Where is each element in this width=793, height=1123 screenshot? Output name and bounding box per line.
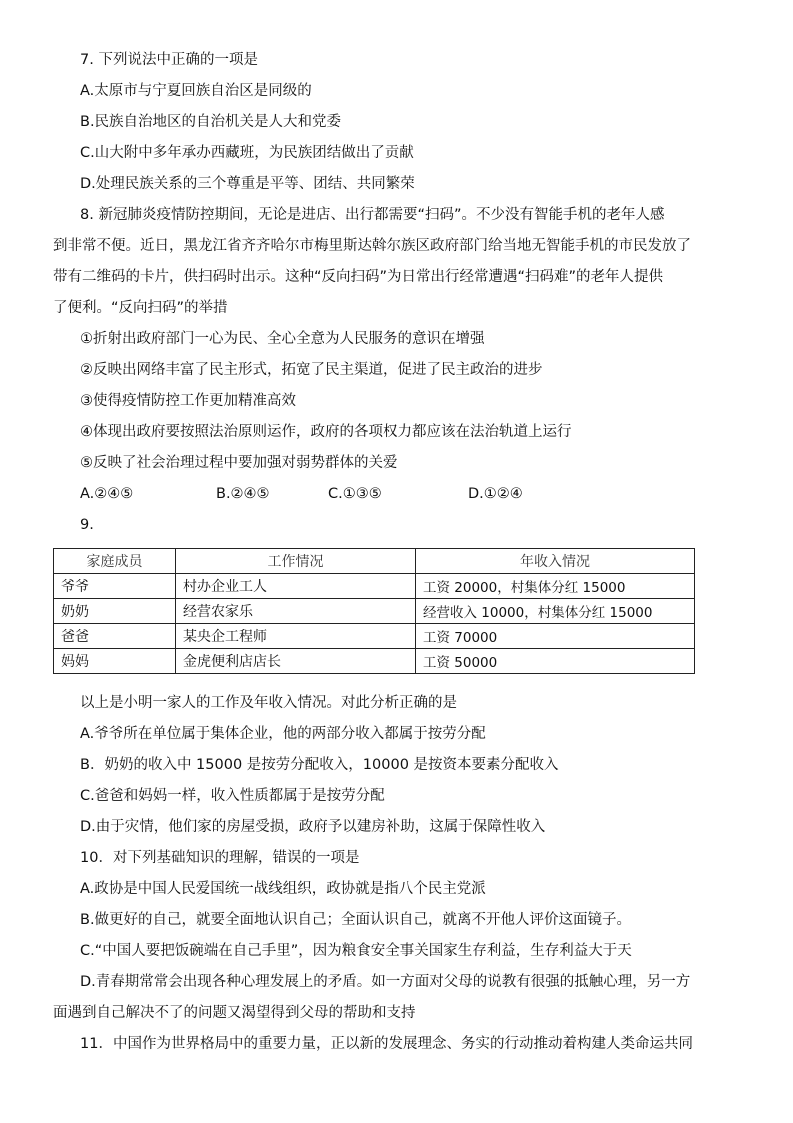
q10-option-b: B.做更好的自己，就要全面地认识自己；全面认识自己，就离不开他人评价这面镜子。 [80,912,632,928]
cell-income: 工资 70000 [416,624,695,649]
table-row [54,574,695,599]
q7-option-c: C.山大附中多年承办西藏班，为民族团结做出了贡献 [80,145,414,161]
cell-income: 工资 20000，村集体分红 15000 [416,574,695,599]
q9-number: 9. [80,517,94,533]
q8-stem-line-2: 到非常不便。近日，黑龙江省齐齐哈尔市梅里斯达斡尔族区政府部门给当地无智能手机的市民发放了 [53,238,691,254]
q10-option-d-line-1: D.青春期常常会出现各种心理发展上的矛盾。如一方面对父母的说教有很强的抵触心理，另一方 [80,974,691,990]
header-member: 家庭成员 [54,549,176,574]
table-row [54,649,695,674]
q10-option-c: C.“中国人要把饭碗端在自己手里”，因为粮食安全事关国家生存利益，生存利益大于天 [80,943,632,959]
cell-member: 爸爸 [54,624,176,649]
q8-statement-5: ⑤反映了社会治理过程中要加强对弱势群体的关爱 [80,455,398,471]
q11-stem: 11．中国作为世界格局中的重要力量，正以新的发展理念、务实的行动推动着构建人类命运共同 [80,1036,693,1052]
table-row [54,599,695,624]
q8-stem-line-1: 8. 新冠肺炎疫情防控期间，无论是进店、出行都需要“扫码”。不少没有智能手机的老年人感 [80,207,665,223]
q9-option-a: A.爷爷所在单位属于集体企业，他的两部分收入都属于按劳分配 [80,726,486,742]
q8-stem-line-4: 了便利。“反向扫码”的举措 [53,300,228,316]
q9-option-d: D.由于灾情，他们家的房屋受损，政府予以建房补助，这属于保障性收入 [80,819,546,835]
q8-statement-3: ③使得疫情防控工作更加精准高效 [80,393,296,409]
q9-stem: 以上是小明一家人的工作及年收入情况。对此分析正确的是 [80,695,457,711]
q8-stem-line-3: 带有二维码的卡片，供扫码时出示。这种“反向扫码”为日常出行经常遭遇“扫码难”的老年人提供 [53,269,664,285]
q7-stem: 7. 下列说法中正确的一项是 [80,52,258,68]
header-job: 工作情况 [176,549,416,574]
q8-choices [80,484,680,504]
q7-option-b: B.民族自治地区的自治机关是人大和党委 [80,114,342,130]
table-row [54,624,695,649]
family-income-table [53,548,695,674]
q10-option-a: A.政协是中国人民爱国统一战线组织，政协就是指八个民主党派 [80,881,486,897]
q8-statement-4: ④体现出政府要按照法治原则运作，政府的各项权力都应该在法治轨道上运行 [80,424,572,440]
cell-income: 经营收入 10000，村集体分红 15000 [416,599,695,624]
q8-choice-d: D.①②④ [468,486,523,502]
cell-job: 村办企业工人 [176,574,416,599]
q9-option-c: C.爸爸和妈妈一样，收入性质都属于是按劳分配 [80,788,385,804]
cell-member: 爷爷 [54,574,176,599]
q8-choice-b: B.②④⑤ [216,486,270,502]
cell-job: 某央企工程师 [176,624,416,649]
q10-option-d-line-2: 面遇到自己解决不了的问题又渴望得到父母的帮助和支持 [53,1005,416,1021]
cell-member: 妈妈 [54,649,176,674]
header-income: 年收入情况 [416,549,695,574]
cell-job: 经营农家乐 [176,599,416,624]
table-header-row [54,549,695,574]
q8-statement-1: ①折射出政府部门一心为民、全心全意为人民服务的意识在增强 [80,331,485,347]
cell-member: 奶奶 [54,599,176,624]
cell-income: 工资 50000 [416,649,695,674]
q9-option-b: B．奶奶的收入中 15000 是按劳分配收入，10000 是按资本要素分配收入 [80,757,559,773]
q8-statement-2: ②反映出网络丰富了民主形式，拓宽了民主渠道，促进了民主政治的进步 [80,362,543,378]
q10-stem: 10．对下列基础知识的理解，错误的一项是 [80,850,360,866]
q8-choice-c: C.①③⑤ [328,486,382,502]
q7-option-a: A.太原市与宁夏回族自治区是同级的 [80,83,312,99]
q7-option-d: D.处理民族关系的三个尊重是平等、团结、共同繁荣 [80,176,415,192]
q8-choice-a: A.②④⑤ [80,486,134,502]
cell-job: 金虎便利店店长 [176,649,416,674]
